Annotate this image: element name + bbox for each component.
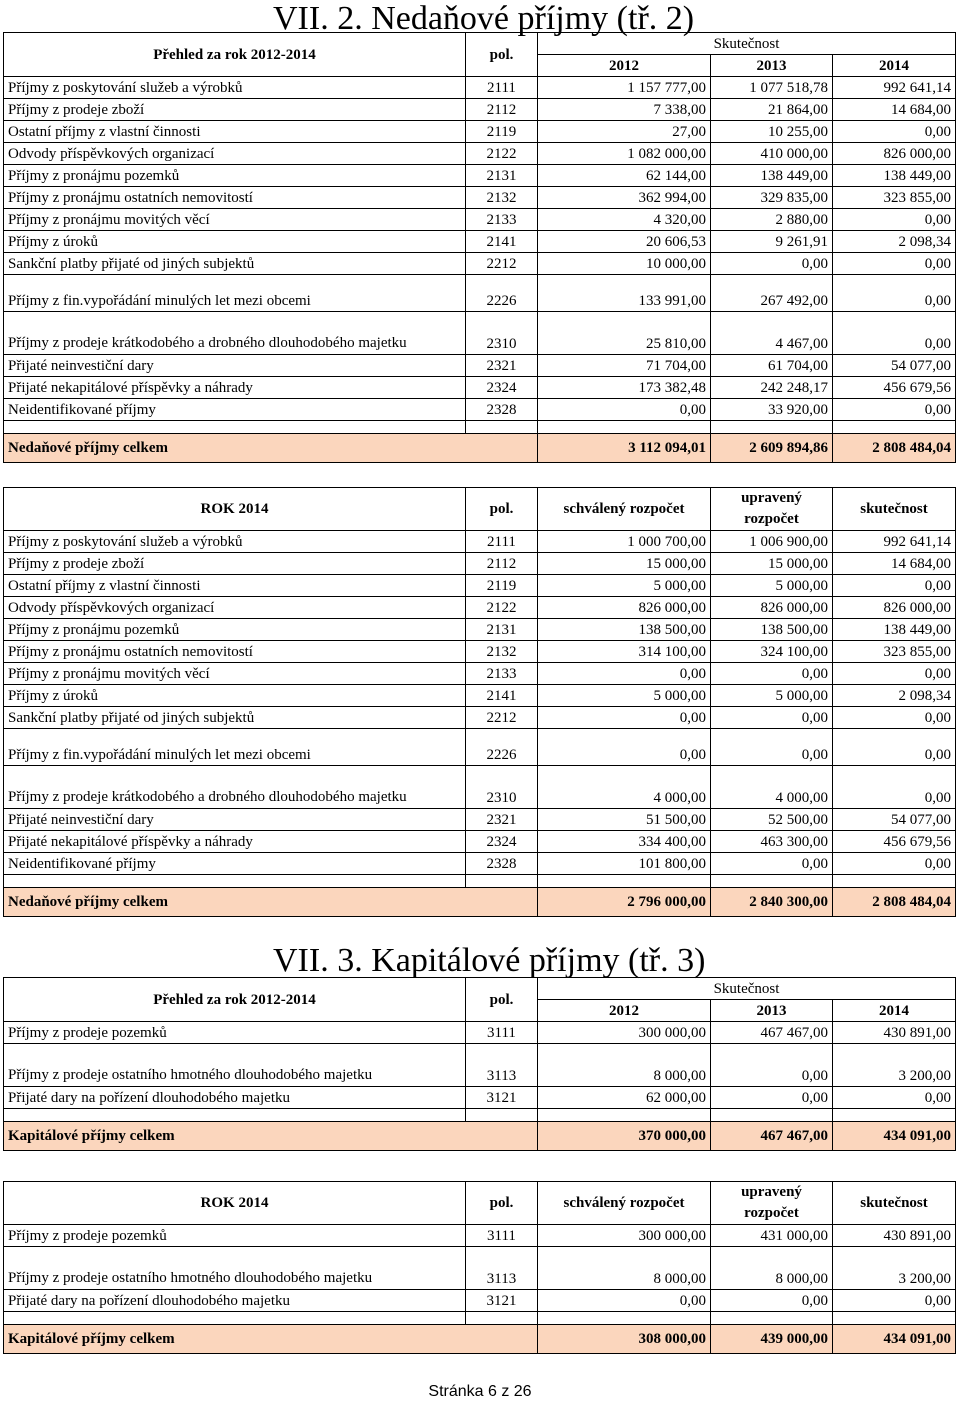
row-value: 8 000,00	[538, 1247, 711, 1290]
row-value: 0,00	[833, 1087, 956, 1109]
row-value: 329 835,00	[711, 187, 833, 209]
header-upraveny-rozpocet: upravený rozpočet	[711, 1182, 833, 1225]
row-pol: 3113	[466, 1247, 538, 1290]
table-nedanove-rok-2014	[3, 487, 956, 917]
row-value: 0,00	[833, 312, 956, 355]
row-pol: 3121	[466, 1290, 538, 1312]
spacer-cell	[833, 875, 956, 888]
table-row	[4, 1022, 956, 1044]
row-value: 826 000,00	[833, 597, 956, 619]
spacer-cell	[538, 421, 711, 434]
row-value: 133 991,00	[538, 275, 711, 312]
row-label: Přijaté dary na pořízení dlouhodobého majetku	[4, 1290, 466, 1312]
row-value: 0,00	[833, 253, 956, 275]
spacer-row	[4, 1312, 956, 1325]
table-row	[4, 121, 956, 143]
row-pol: 2132	[466, 187, 538, 209]
spacer-cell	[4, 875, 466, 888]
spacer-cell	[538, 875, 711, 888]
row-pol: 2133	[466, 663, 538, 685]
spacer-cell	[711, 875, 833, 888]
row-value: 0,00	[538, 399, 711, 421]
row-pol: 2122	[466, 143, 538, 165]
spacer-cell	[711, 421, 833, 434]
row-label: Odvody příspěvkových organizací	[4, 597, 466, 619]
spacer-cell	[466, 875, 538, 888]
row-value: 138 500,00	[711, 619, 833, 641]
row-value: 0,00	[711, 1290, 833, 1312]
row-label: Příjmy z prodeje ostatního hmotného dlouhodobého majetku	[4, 1247, 466, 1290]
table-row	[4, 99, 956, 121]
row-value: 826 000,00	[833, 143, 956, 165]
table-row	[4, 187, 956, 209]
page-footer: Stránka 6 z 26	[428, 1383, 532, 1400]
row-pol: 2310	[466, 312, 538, 355]
row-value: 20 606,53	[538, 231, 711, 253]
table-row	[4, 766, 956, 809]
row-value: 52 500,00	[711, 809, 833, 831]
header-pol: pol.	[466, 1182, 538, 1225]
row-value: 3 200,00	[833, 1247, 956, 1290]
spacer-cell	[833, 1109, 956, 1122]
row-label: Příjmy z pronájmu movitých věcí	[4, 209, 466, 231]
header-schvaleny-rozpocet: schválený rozpočet	[538, 488, 711, 531]
row-pol: 2119	[466, 121, 538, 143]
total-value: 439 000,00	[711, 1325, 833, 1354]
row-label: Příjmy z pronájmu pozemků	[4, 165, 466, 187]
table-row	[4, 575, 956, 597]
spacer-cell	[538, 1109, 711, 1122]
row-value: 992 641,14	[833, 531, 956, 553]
table-row	[4, 729, 956, 766]
table-row	[4, 77, 956, 99]
table-row	[4, 165, 956, 187]
row-value: 1 157 777,00	[538, 77, 711, 99]
row-value: 242 248,17	[711, 377, 833, 399]
row-label: Neidentifikované příjmy	[4, 853, 466, 875]
row-value: 0,00	[538, 707, 711, 729]
header-pol: pol.	[466, 978, 538, 1022]
row-pol: 2122	[466, 597, 538, 619]
table-row	[4, 1225, 956, 1247]
row-value: 138 500,00	[538, 619, 711, 641]
row-value: 0,00	[711, 253, 833, 275]
row-pol: 2111	[466, 531, 538, 553]
row-label: Příjmy z poskytování služeb a výrobků	[4, 531, 466, 553]
table-row	[4, 209, 956, 231]
spacer-row	[4, 421, 956, 434]
row-value: 5 000,00	[711, 575, 833, 597]
row-value: 1 082 000,00	[538, 143, 711, 165]
row-value: 300 000,00	[538, 1225, 711, 1247]
row-value: 0,00	[711, 1044, 833, 1087]
row-value: 21 864,00	[711, 99, 833, 121]
row-pol: 2328	[466, 399, 538, 421]
row-value: 3 200,00	[833, 1044, 956, 1087]
total-label: Nedaňové příjmy celkem	[4, 434, 538, 463]
row-value: 0,00	[833, 275, 956, 312]
table-row	[4, 641, 956, 663]
total-value: 308 000,00	[538, 1325, 711, 1354]
row-value: 71 704,00	[538, 355, 711, 377]
row-pol: 2119	[466, 575, 538, 597]
row-value: 9 261,91	[711, 231, 833, 253]
row-value: 430 891,00	[833, 1022, 956, 1044]
total-label: Kapitálové příjmy celkem	[4, 1325, 538, 1354]
row-label: Přijaté neinvestiční dary	[4, 809, 466, 831]
header-prehled: Přehled za rok 2012-2014	[4, 33, 466, 77]
row-value: 4 320,00	[538, 209, 711, 231]
row-value: 0,00	[833, 663, 956, 685]
table-row	[4, 253, 956, 275]
row-pol: 3121	[466, 1087, 538, 1109]
row-label: Přijaté neinvestiční dary	[4, 355, 466, 377]
row-label: Příjmy z pronájmu ostatních nemovitostí	[4, 641, 466, 663]
table-row	[4, 597, 956, 619]
table-row	[4, 707, 956, 729]
row-value: 138 449,00	[833, 165, 956, 187]
row-value: 4 000,00	[711, 766, 833, 809]
row-value: 33 920,00	[711, 399, 833, 421]
row-value: 430 891,00	[833, 1225, 956, 1247]
row-value: 5 000,00	[538, 575, 711, 597]
table-row	[4, 685, 956, 707]
row-label: Příjmy z prodeje zboží	[4, 99, 466, 121]
row-label: Přijaté nekapitálové příspěvky a náhrady	[4, 831, 466, 853]
row-value: 2 098,34	[833, 231, 956, 253]
row-label: Neidentifikované příjmy	[4, 399, 466, 421]
table-row	[4, 1044, 956, 1087]
row-label: Příjmy z pronájmu ostatních nemovitostí	[4, 187, 466, 209]
total-value: 3 112 094,01	[538, 434, 711, 463]
total-row	[4, 888, 956, 917]
row-value: 467 467,00	[711, 1022, 833, 1044]
table-row	[4, 853, 956, 875]
table-nedanove-prehled	[3, 32, 956, 463]
row-label: Ostatní příjmy z vlastní činnosti	[4, 121, 466, 143]
table-kapitalove-rok-2014	[3, 1181, 956, 1354]
spacer-cell	[711, 1109, 833, 1122]
row-pol: 2112	[466, 553, 538, 575]
row-pol: 3111	[466, 1022, 538, 1044]
row-value: 5 000,00	[538, 685, 711, 707]
header-pol: pol.	[466, 33, 538, 77]
row-value: 10 000,00	[538, 253, 711, 275]
row-value: 0,00	[711, 729, 833, 766]
total-value: 434 091,00	[833, 1325, 956, 1354]
header-skutecnost: skutečnost	[833, 1182, 956, 1225]
header-schvaleny-rozpocet: schválený rozpočet	[538, 1182, 711, 1225]
row-value: 8 000,00	[538, 1044, 711, 1087]
row-value: 0,00	[538, 729, 711, 766]
row-pol: 2141	[466, 231, 538, 253]
row-value: 5 000,00	[711, 685, 833, 707]
row-label: Odvody příspěvkových organizací	[4, 143, 466, 165]
row-pol: 3113	[466, 1044, 538, 1087]
row-pol: 2324	[466, 377, 538, 399]
row-value: 1 077 518,78	[711, 77, 833, 99]
row-label: Ostatní příjmy z vlastní činnosti	[4, 575, 466, 597]
table-row	[4, 553, 956, 575]
table-row	[4, 663, 956, 685]
row-pol: 2132	[466, 641, 538, 663]
header-skutecnost: Skutečnost	[538, 33, 956, 55]
table-row	[4, 809, 956, 831]
row-value: 4 467,00	[711, 312, 833, 355]
row-value: 323 855,00	[833, 187, 956, 209]
row-pol: 2321	[466, 355, 538, 377]
header-prehled: Přehled za rok 2012-2014	[4, 978, 466, 1022]
total-value: 2 796 000,00	[538, 888, 711, 917]
spacer-cell	[466, 1109, 538, 1122]
row-value: 0,00	[538, 1290, 711, 1312]
row-value: 14 684,00	[833, 553, 956, 575]
row-value: 14 684,00	[833, 99, 956, 121]
table-row	[4, 1087, 956, 1109]
row-value: 826 000,00	[538, 597, 711, 619]
row-value: 0,00	[833, 707, 956, 729]
spacer-row	[4, 1109, 956, 1122]
row-value: 62 144,00	[538, 165, 711, 187]
row-label: Příjmy z pronájmu movitých věcí	[4, 663, 466, 685]
row-value: 0,00	[538, 663, 711, 685]
row-value: 54 077,00	[833, 355, 956, 377]
row-value: 314 100,00	[538, 641, 711, 663]
row-pol: 2141	[466, 685, 538, 707]
header-year-2013: 2013	[711, 1000, 833, 1022]
row-label: Příjmy z pronájmu pozemků	[4, 619, 466, 641]
row-value: 138 449,00	[833, 619, 956, 641]
row-value: 27,00	[538, 121, 711, 143]
header-upraveny-rozpocet: upravený rozpočet	[711, 488, 833, 531]
row-value: 54 077,00	[833, 809, 956, 831]
row-value: 992 641,14	[833, 77, 956, 99]
row-value: 15 000,00	[711, 553, 833, 575]
row-pol: 2328	[466, 853, 538, 875]
row-pol: 2324	[466, 831, 538, 853]
header-skutecnost: Skutečnost	[538, 978, 956, 1000]
header-year-2012: 2012	[538, 55, 711, 77]
row-label: Sankční platby přijaté od jiných subjektů	[4, 253, 466, 275]
row-value: 25 810,00	[538, 312, 711, 355]
row-pol: 2321	[466, 809, 538, 831]
total-value: 434 091,00	[833, 1122, 956, 1151]
row-value: 0,00	[833, 399, 956, 421]
row-value: 267 492,00	[711, 275, 833, 312]
table-row	[4, 1247, 956, 1290]
total-value: 2 609 894,86	[711, 434, 833, 463]
row-label: Přijaté nekapitálové příspěvky a náhrady	[4, 377, 466, 399]
row-value: 463 300,00	[711, 831, 833, 853]
header-skutecnost: skutečnost	[833, 488, 956, 531]
table-row	[4, 312, 956, 355]
row-label: Příjmy z fin.vypořádání minulých let mezi obcemi	[4, 275, 466, 312]
row-value: 0,00	[711, 853, 833, 875]
table-row	[4, 355, 956, 377]
spacer-cell	[833, 1312, 956, 1325]
row-label: Přijaté dary na pořízení dlouhodobého majetku	[4, 1087, 466, 1109]
row-pol: 2212	[466, 707, 538, 729]
row-value: 101 800,00	[538, 853, 711, 875]
total-value: 467 467,00	[711, 1122, 833, 1151]
table-row	[4, 399, 956, 421]
row-label: Příjmy z prodeje zboží	[4, 553, 466, 575]
row-pol: 2131	[466, 619, 538, 641]
spacer-cell	[466, 1312, 538, 1325]
row-value: 61 704,00	[711, 355, 833, 377]
total-value: 2 808 484,04	[833, 888, 956, 917]
row-value: 2 098,34	[833, 685, 956, 707]
spacer-row	[4, 875, 956, 888]
row-value: 456 679,56	[833, 831, 956, 853]
table-row	[4, 1290, 956, 1312]
row-pol: 2226	[466, 275, 538, 312]
row-pol: 2111	[466, 77, 538, 99]
header-year-2014: 2014	[833, 55, 956, 77]
row-value: 173 382,48	[538, 377, 711, 399]
table-row	[4, 619, 956, 641]
row-value: 8 000,00	[711, 1247, 833, 1290]
row-value: 1 006 900,00	[711, 531, 833, 553]
row-value: 0,00	[711, 663, 833, 685]
row-pol: 2226	[466, 729, 538, 766]
row-label: Příjmy z úroků	[4, 685, 466, 707]
row-value: 456 679,56	[833, 377, 956, 399]
table-row	[4, 143, 956, 165]
total-value: 370 000,00	[538, 1122, 711, 1151]
row-pol: 2112	[466, 99, 538, 121]
section-title-nedanove: VII. 2. Nedaňové příjmy (tř. 2)	[273, 0, 695, 37]
table-kapitalove-prehled	[3, 977, 956, 1151]
row-value: 2 880,00	[711, 209, 833, 231]
table-row	[4, 231, 956, 253]
row-value: 0,00	[833, 121, 956, 143]
row-pol: 2310	[466, 766, 538, 809]
row-pol: 2133	[466, 209, 538, 231]
table-row	[4, 831, 956, 853]
row-value: 1 000 700,00	[538, 531, 711, 553]
total-label: Nedaňové příjmy celkem	[4, 888, 538, 917]
row-value: 15 000,00	[538, 553, 711, 575]
row-value: 362 994,00	[538, 187, 711, 209]
table-row	[4, 275, 956, 312]
row-label: Sankční platby přijaté od jiných subjektů	[4, 707, 466, 729]
row-label: Příjmy z prodeje pozemků	[4, 1225, 466, 1247]
total-value: 2 808 484,04	[833, 434, 956, 463]
spacer-cell	[4, 1312, 466, 1325]
row-value: 0,00	[711, 707, 833, 729]
row-value: 4 000,00	[538, 766, 711, 809]
row-value: 0,00	[833, 853, 956, 875]
row-value: 826 000,00	[711, 597, 833, 619]
row-value: 51 500,00	[538, 809, 711, 831]
row-value: 10 255,00	[711, 121, 833, 143]
header-rok-2014: ROK 2014	[4, 1182, 466, 1225]
table-row	[4, 531, 956, 553]
total-row	[4, 1122, 956, 1151]
row-label: Příjmy z prodeje ostatního hmotného dlouhodobého majetku	[4, 1044, 466, 1087]
header-year-2013: 2013	[711, 55, 833, 77]
header-year-2012: 2012	[538, 1000, 711, 1022]
total-value: 2 840 300,00	[711, 888, 833, 917]
spacer-cell	[466, 421, 538, 434]
row-value: 0,00	[833, 729, 956, 766]
row-label: Příjmy z prodeje pozemků	[4, 1022, 466, 1044]
spacer-cell	[4, 1109, 466, 1122]
row-label: Příjmy z prodeje krátkodobého a drobného dlouhodobého majetku	[4, 766, 466, 809]
row-value: 323 855,00	[833, 641, 956, 663]
row-value: 0,00	[833, 209, 956, 231]
row-value: 324 100,00	[711, 641, 833, 663]
header-rok-2014: ROK 2014	[4, 488, 466, 531]
row-value: 300 000,00	[538, 1022, 711, 1044]
total-label: Kapitálové příjmy celkem	[4, 1122, 538, 1151]
row-value: 0,00	[711, 1087, 833, 1109]
section-title-kapitalove: VII. 3. Kapitálové příjmy (tř. 3)	[273, 942, 706, 979]
table-row	[4, 377, 956, 399]
spacer-cell	[4, 421, 466, 434]
row-label: Příjmy z fin.vypořádání minulých let mezi obcemi	[4, 729, 466, 766]
row-value: 334 400,00	[538, 831, 711, 853]
spacer-cell	[538, 1312, 711, 1325]
spacer-cell	[711, 1312, 833, 1325]
row-pol: 3111	[466, 1225, 538, 1247]
header-year-2014: 2014	[833, 1000, 956, 1022]
total-row	[4, 434, 956, 463]
row-value: 7 338,00	[538, 99, 711, 121]
spacer-cell	[833, 421, 956, 434]
row-label: Příjmy z prodeje krátkodobého a drobného dlouhodobého majetku	[4, 312, 466, 355]
row-value: 0,00	[833, 575, 956, 597]
row-value: 138 449,00	[711, 165, 833, 187]
row-value: 431 000,00	[711, 1225, 833, 1247]
row-pol: 2212	[466, 253, 538, 275]
row-value: 0,00	[833, 1290, 956, 1312]
row-value: 62 000,00	[538, 1087, 711, 1109]
row-label: Příjmy z úroků	[4, 231, 466, 253]
header-pol: pol.	[466, 488, 538, 531]
row-label: Příjmy z poskytování služeb a výrobků	[4, 77, 466, 99]
total-row	[4, 1325, 956, 1354]
row-value: 410 000,00	[711, 143, 833, 165]
row-value: 0,00	[833, 766, 956, 809]
row-pol: 2131	[466, 165, 538, 187]
